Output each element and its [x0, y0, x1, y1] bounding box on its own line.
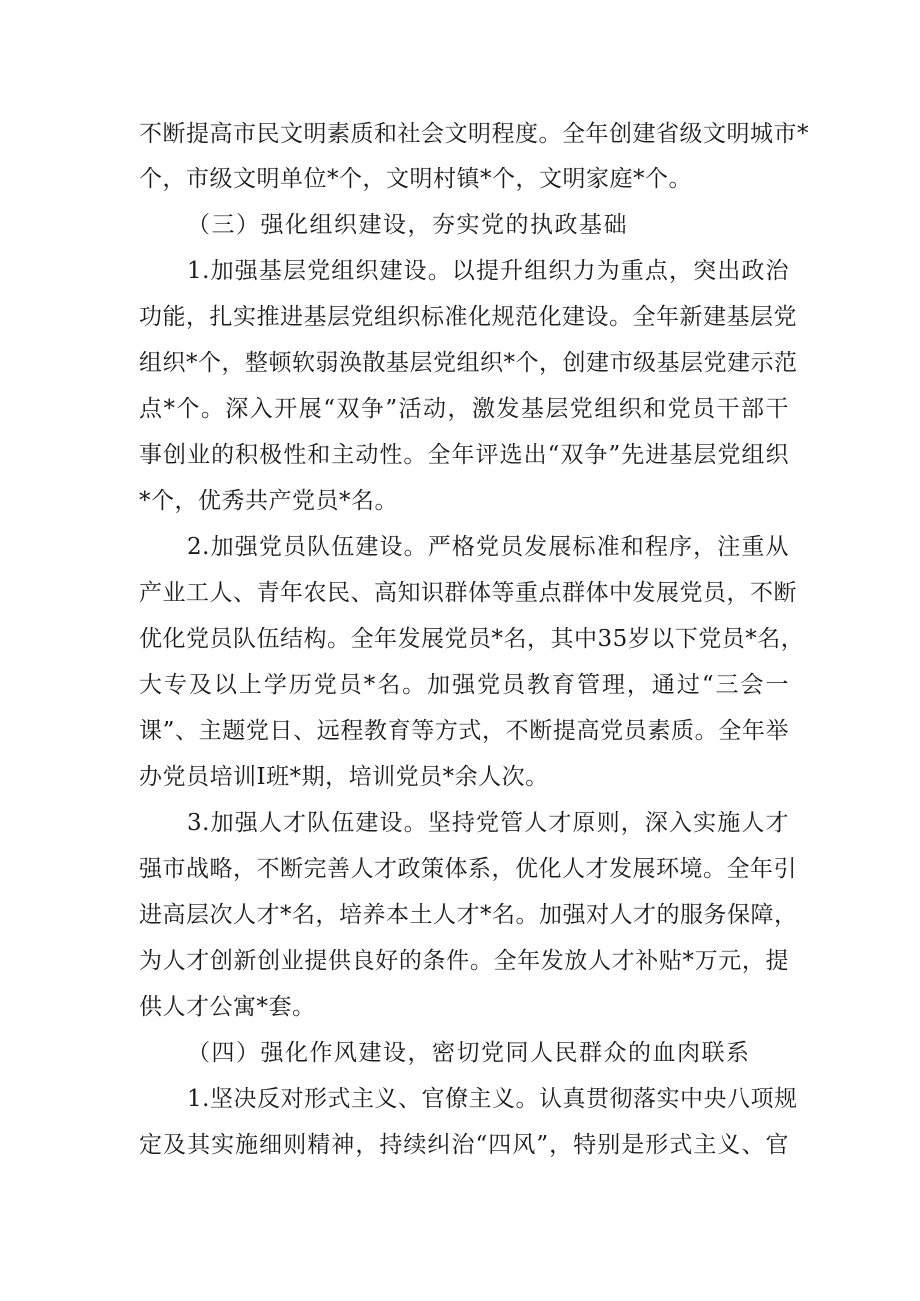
s4-item1-line-2: 定及其实施细则精神，持续纠治“四风”，特别是形式主义、官	[139, 1132, 789, 1158]
s3-item2-line-6: 办党员培训I班*期，培训党员*余人次。	[139, 764, 549, 790]
s3-item1-line-2: 功能，扎实推进基层党组织标准化规范化建设。全年新建基层党	[139, 304, 797, 330]
s3-item3-line-4: 为人才创新创业提供良好的条件。全年发放人才补贴*万元，提	[139, 948, 789, 974]
s3-item3-line-5: 供人才公寓*套。	[139, 994, 316, 1020]
s3-item2-line-1: 2.加强党员队伍建设。严格党员发展标准和程序，注重从	[187, 534, 789, 560]
s3-item1-line-6: *个，优秀共产党员*名。	[139, 488, 398, 514]
s3-item2-line-4: 大专及以上学历党员*名。加强党员教育管理，通过“三会一	[139, 672, 789, 698]
s3-item3-line-3: 进高层次人才*名，培养本土人才*名。加强对人才的服务保障，	[139, 902, 798, 928]
section-4-heading: （四）强化作风建设，密切党同人民群众的血肉联系	[187, 1040, 751, 1066]
s3-item2-line-5: 课”、主题党日、远程教育等方式，不断提高党员素质。全年举	[139, 718, 789, 744]
section-3-heading: （三）强化组织建设，夯实党的执政基础	[187, 212, 628, 238]
s3-item3-line-1: 3.加强人才队伍建设。坚持党管人才原则，深入实施人才	[187, 810, 789, 836]
s4-item1-line-1: 1.坚决反对形式主义、官僚主义。认真贯彻落实中央八项规	[187, 1086, 798, 1112]
s3-item3-line-2: 强市战略，不断完善人才政策体系，优化人才发展环境。全年引	[139, 856, 797, 882]
s3-item1-line-5: 事创业的积极性和主动性。全年评选出“双争”先进基层党组织	[139, 442, 789, 468]
intro-line-1: 不断提高市民文明素质和社会文明程度。全年创建省级文明城市*	[139, 121, 809, 147]
s3-item1-line-3: 组织*个，整顿软弱涣散基层党组织*个，创建市级基层党建示范	[139, 350, 798, 376]
intro-line-2: 个，市级文明单位*个，文明村镇*个，文明家庭*个。	[139, 166, 692, 192]
s3-item2-line-2: 产业工人、青年农民、高知识群体等重点群体中发展党员，不断	[139, 580, 797, 606]
s3-item1-line-4: 点*个。深入开展“双争”活动，激发基层党组织和党员干部干	[139, 396, 789, 422]
s3-item2-line-3: 优化党员队伍结构。全年发展党员*名，其中35岁以下党员*名，	[139, 626, 805, 652]
s3-item1-line-1: 1.加强基层党组织建设。以提升组织力为重点，突出政治	[187, 258, 789, 284]
